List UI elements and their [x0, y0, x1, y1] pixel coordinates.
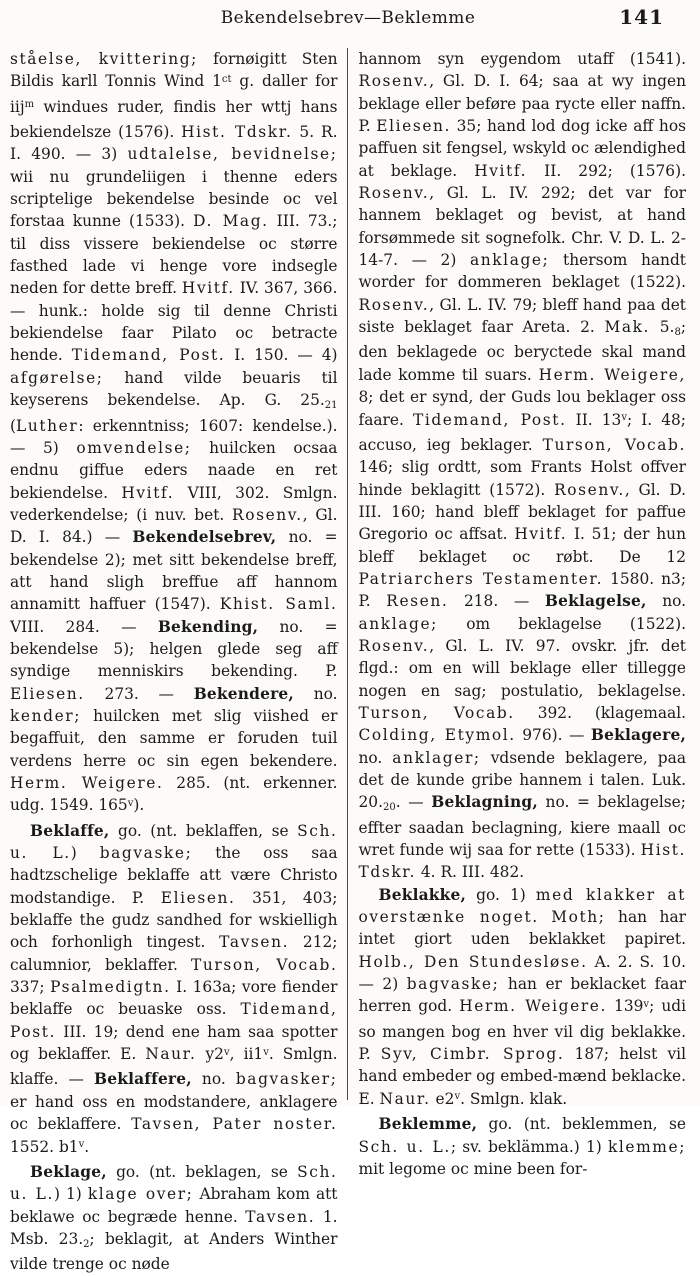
text-run: hand vilde beuaris til keyserens bekendelse. Ap. G. 25.	[10, 368, 338, 410]
text-run: 1. Msb. 23.	[10, 1207, 338, 1248]
text-run: Rosenv.	[358, 72, 430, 91]
text-run: Eliesen.	[376, 117, 452, 136]
text-run: Khist. Saml.	[219, 595, 338, 614]
text-run: Naur.	[145, 1045, 197, 1064]
text-run: 273. —	[84, 684, 194, 703]
text-run: Rosenv.	[358, 295, 430, 314]
text-run: 337;	[10, 978, 51, 997]
text-run: er hand oss en modstandere, anklagere oc beklaffere.	[10, 1092, 338, 1134]
text-run: . Smlgn. klaffe. —	[10, 1045, 338, 1089]
text-run: kender;	[10, 706, 82, 725]
right-column	[348, 48, 687, 1178]
text-run: 20	[382, 802, 396, 814]
text-run: I. 150. — 4)	[225, 346, 338, 365]
headword: Bekendelsebrev,	[132, 528, 277, 547]
text-run: mit legome oc mine been for-	[358, 1159, 588, 1178]
text-run: m	[24, 99, 35, 111]
text-run: v	[78, 1139, 85, 1150]
text-run: ; I. 48; accuso, ieg beklager.	[358, 410, 686, 454]
text-run: )	[70, 844, 100, 863]
text-run: no. = beklagelse; effter saadan beclagning, kiere maall oc wret funde wij saa for rette (1533).	[358, 793, 686, 860]
text-run: Rosenv.	[358, 636, 430, 655]
text-run: ct	[221, 73, 232, 85]
headword: Beklaffere,	[94, 1070, 192, 1089]
text-run: (	[10, 416, 17, 435]
dictionary-paragraph	[10, 48, 338, 820]
text-run: Tavsen.	[245, 1207, 316, 1226]
text-run: bagvaske;	[406, 975, 500, 994]
text-run: 146; slig ordtt, som Frants Holst offver hinde beklagitt (1572).	[358, 458, 686, 499]
text-run: e2	[430, 1089, 455, 1108]
text-run: III. 73.; til diss vissere bekiendelse oc større fasthed lade vi henge vore indsegle neden for dette breff.	[10, 212, 338, 298]
text-run: Colding, Etymol.	[358, 726, 516, 745]
text-run: 4. R. III. 482.	[416, 863, 525, 882]
text-run: 187; helst vil hand embeder og embed-mænd beklacke. E.	[358, 1045, 686, 1108]
dictionary-paragraph	[359, 884, 687, 1113]
text-run: Rosenv.	[232, 505, 303, 524]
text-run: I. 163a; vore fiender beklaffe oc beuaske oss.	[10, 978, 338, 1019]
text-run: VIII. 284. —	[10, 617, 158, 636]
text-run: 21	[324, 400, 338, 412]
text-run: Tavsen, Pater noster.	[131, 1115, 338, 1134]
text-run: Tidemand, Post.	[10, 1000, 338, 1041]
text-columns	[10, 48, 687, 1274]
text-run: , Gl. D. I. 64; saa at wy ingen beklage eller beføre paa rycte eller naffn. P.	[358, 72, 686, 136]
text-run: huilcken met slig viished er begaffuit, den samme er foruden tuil verdens herre oc sin egen bekendere.	[10, 706, 338, 770]
text-run: v	[127, 797, 134, 809]
text-run: Turson, Vocab.	[542, 435, 686, 454]
text-run: Turson, Vocab.	[191, 955, 338, 974]
text-run: Moth;	[551, 908, 606, 927]
text-run: 218. —	[448, 592, 545, 611]
dictionary-paragraph	[359, 1113, 687, 1180]
text-run: ) 1)	[53, 1185, 88, 1204]
text-run: udtalelse, bevidnelse;	[127, 145, 338, 164]
text-run: II. 292; (1576).	[527, 161, 686, 180]
text-run: Hvitf.	[474, 161, 528, 180]
text-run: . —	[395, 793, 432, 812]
text-run: 212; calumnior, beklaffer.	[10, 933, 338, 974]
text-run: g. daller for iij	[10, 72, 338, 116]
page-header	[10, 5, 686, 36]
text-run: v	[454, 1091, 461, 1103]
text-run: han er beklacket faar herren god.	[358, 975, 686, 1016]
text-run: 285. (nt. erkenner. udg. 1549. 165	[10, 774, 338, 815]
text-run: no.	[358, 748, 393, 767]
text-run: Tavsen.	[219, 933, 290, 952]
text-run: fornøigitt Sten Bildis karll Tonnis Wind 1	[10, 50, 338, 91]
headword: Beklagere,	[590, 726, 687, 745]
text-run: , ii1	[229, 1045, 264, 1064]
text-run: go. (nt. beklagen, se	[106, 1162, 298, 1181]
text-run: Sch. u. L.	[358, 1137, 451, 1156]
text-run: Luther	[16, 416, 79, 435]
text-run: anklager;	[392, 748, 481, 767]
text-run: afgørelse;	[10, 368, 104, 387]
text-run: 5.	[650, 318, 675, 337]
text-run: I. 51; der hun bleff beklaget oc røbt. De 12	[358, 525, 686, 566]
text-run: Rosenv.	[358, 184, 430, 203]
text-run: no.	[646, 592, 686, 611]
text-run: 5. R. I. 490. — 3)	[10, 123, 338, 164]
text-run: klage over;	[87, 1185, 194, 1204]
headword: Bekending,	[157, 617, 259, 636]
text-run: han har intet giort uden beklakket papiret.	[358, 908, 686, 949]
text-run: , Gl. L. IV. 292; det var for hannem beklaget og bevist, at hand forsømmede sit sognefolk. Chr. V. D. L. 2-14-7. — 2)	[358, 184, 686, 270]
text-run	[539, 908, 552, 926]
text-run: Resen.	[386, 592, 449, 611]
text-run: . Smlgn. klak.	[460, 1089, 568, 1108]
text-run: 139	[606, 997, 644, 1016]
text-run: ; den beklagede oc beryctede skal mand lade komme til suars.	[358, 318, 686, 384]
dictionary-paragraph	[359, 48, 687, 884]
text-run: no. = bekendelse 2); met sitt bekendelse breff, att hand sligh breffue aff hannom annamitt haffuer (1547).	[10, 528, 338, 614]
text-run: Syv, Cimbr. Sprog.	[380, 1045, 565, 1064]
text-run: windues ruder, findis her wttj hans bekiendelsze (1576).	[10, 97, 338, 142]
text-run: Patriarchers Testamenter.	[358, 569, 604, 588]
text-run: ; sv. beklämma.) 1)	[450, 1137, 608, 1156]
text-run: huilcken ocsaa endnu giffue eders naade en ret bekiendelse.	[10, 438, 338, 502]
headword: Beklaffe,	[30, 821, 110, 840]
text-run: ).	[133, 796, 145, 815]
text-run: v	[643, 998, 650, 1010]
headword: Beklagelse,	[544, 592, 647, 611]
text-run: Tidemand, Post.	[412, 410, 567, 429]
text-run: no.	[293, 684, 338, 703]
text-run: 351, 403; beklaffe the gudz sandhed for wskielligh och forhonligh tingest.	[10, 888, 338, 952]
text-run: , Gl. L. IV. 79; bleff hand paa det siste beklaget faar Areta. 2.	[358, 295, 686, 337]
text-run: klemme;	[607, 1137, 686, 1156]
text-run: , Gl. D. III. 160; hand bleff beklaget for paffue Gregorio oc affsat.	[358, 480, 687, 544]
text-run: go. 1)	[466, 885, 536, 904]
text-run: .	[84, 1137, 90, 1156]
text-run: med klakker at overstænke noget.	[358, 885, 686, 927]
text-run: 35; hand lod dog icke aff hos paffuen sit fengsel, wskyld oc ælendighed at beklage.	[358, 117, 686, 180]
text-run: om beklagelse (1522).	[437, 614, 686, 633]
text-run: anklage;	[469, 251, 550, 270]
text-run: 8; det er synd, der Guds lou beklager oss faare.	[358, 388, 686, 429]
dictionary-paragraph	[10, 1161, 338, 1276]
text-run: ; udi so mangen bog en hver vil dig beklakke. P.	[358, 997, 687, 1064]
text-run: v	[263, 1046, 269, 1058]
headword: Beklemme,	[378, 1115, 478, 1134]
text-run: IV. 367, 366. — hunk.: holde sig til denne Christi bekiendelse faar Pilato oc betracte hende.	[10, 279, 338, 365]
text-run: , Gl. D. I. 84.) —	[10, 505, 338, 547]
text-run: Rosenv.	[554, 480, 625, 499]
text-run: 1580. n3; P.	[358, 569, 686, 611]
text-run: hannom syn eygendom utaff (1541).	[358, 50, 686, 68]
text-run: III. 19; dend ene ham saa spotter og beklaffer. E.	[10, 1022, 338, 1064]
text-run: go. (nt. beklaffen, se	[109, 821, 298, 840]
text-run: Holb., Den Stundesløse.	[358, 952, 588, 971]
text-run: Sch. u. L.	[10, 1162, 338, 1204]
text-run: Herm. Weigere,	[538, 365, 687, 384]
text-run: ; beklagit, at Anders Winther vilde trenge oc nøde	[10, 1229, 338, 1274]
text-run: 976). —	[515, 726, 591, 745]
text-run: y2	[196, 1045, 224, 1064]
text-run: 392. (klagemaal.	[514, 703, 687, 722]
text-run: Herm. Weigere.	[10, 774, 164, 792]
dictionary-paragraph	[10, 820, 338, 1161]
text-run: vdsende beklagere, paa det de kunde gribe hannem i talen. Luk. 20.	[358, 748, 686, 812]
text-run: no.	[191, 1070, 236, 1089]
text-run: Eliesen.	[160, 888, 236, 907]
text-run: Abraham kom att beklawe oc begræde henne.	[10, 1185, 338, 1226]
text-run: no. = bekendelse 5); helgen glede seg aff syndige menniskirs bekending. P.	[10, 617, 338, 681]
text-run: the oss saa hadtzschelige beklaffe att være Christo modstandige. P.	[10, 844, 338, 907]
text-run: bagvaske;	[99, 844, 193, 863]
left-column	[10, 48, 347, 1274]
text-run: ståelse, kvittering;	[10, 50, 198, 68]
text-run: II. 13	[566, 410, 622, 429]
text-run: Eliesen.	[10, 684, 85, 703]
text-run: v	[621, 412, 627, 423]
text-run: wii nu grundeliigen i thenne eders scriptelige bekendelse besinde oc vel forstaa kunne (1533).	[10, 167, 338, 231]
text-run: Hvitf.	[181, 279, 235, 298]
headword: Beklakke,	[378, 885, 467, 904]
text-run: Tidemand, Post.	[71, 346, 226, 365]
text-run: thersom handt worder for dommeren beklaget (1522).	[358, 251, 686, 292]
headword: Beklage,	[30, 1162, 107, 1181]
page-number: 141	[619, 5, 664, 29]
text-run: Naur.	[379, 1089, 431, 1108]
headword: Bekendere,	[193, 684, 294, 703]
text-run: VIII, 302. Smlgn. vederkendelse; (i nuv. bet.	[10, 483, 338, 524]
text-run: , Gl. L. IV. 97. ovskr. jfr. det flgd.: om en will beklage eller tillegge nogen en sag; postulatio, beklagelse.	[358, 636, 686, 700]
text-run: Herm. Weigere.	[459, 997, 607, 1016]
headword: Beklagning,	[431, 793, 538, 812]
running-title: Bekendelsebrev—Beklemme	[220, 8, 476, 28]
text-run: Hist. Tdskr.	[181, 123, 293, 142]
text-run: v	[223, 1046, 230, 1058]
text-run: 1552. b1	[10, 1137, 79, 1156]
text-run: 8	[674, 327, 681, 339]
text-run: Sch. u. L.	[10, 821, 338, 863]
text-run: Hvitf.	[121, 483, 175, 502]
text-run: D. Mag.	[193, 212, 269, 231]
text-run: Hvitf.	[514, 525, 568, 544]
text-run: omvendelse;	[76, 438, 192, 457]
text-run: : erkenntniss; 1607: kendelse.). — 5)	[10, 416, 338, 457]
text-run: go. (nt. beklemmen, se	[477, 1115, 686, 1134]
text-run: 2	[83, 1238, 90, 1250]
text-run: bagvasker;	[235, 1070, 338, 1089]
text-run: Mak.	[604, 318, 651, 337]
text-run: A. 2. S. 10. — 2)	[358, 952, 686, 994]
text-run: anklage;	[358, 614, 438, 633]
text-run: Hist. Tdskr.	[358, 841, 686, 882]
text-run: Psalmedigtn.	[50, 978, 171, 997]
text-run: Turson, Vocab.	[358, 703, 515, 722]
